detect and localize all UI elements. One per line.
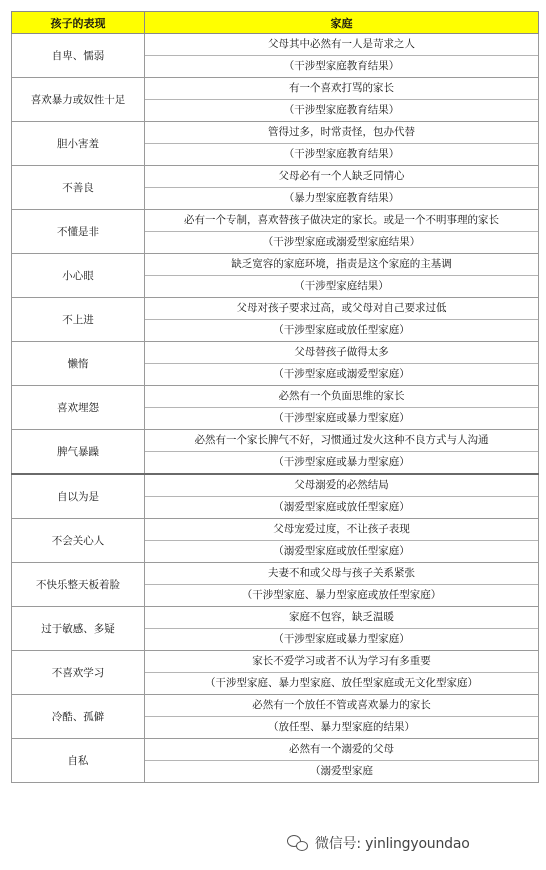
family-description: 家长不爱学习或者不认为学习有多重要: [252, 655, 431, 667]
child-trait-cell: 过于敏感、多疑: [12, 607, 145, 651]
child-trait-cell: 自以为是: [12, 474, 145, 519]
family-cause-cell: [145, 166, 539, 210]
watermark: [287, 830, 539, 856]
family-type-note: （干涉型家庭、暴力型家庭、放任型家庭或无文化型家庭）: [145, 672, 538, 694]
child-trait-cell: 不快乐整天板着脸: [12, 563, 145, 607]
family-type-note: （干涉型家庭或放任型家庭）: [145, 319, 538, 341]
family-cause-cell: [145, 386, 539, 430]
child-trait-cell: 喜欢暴力或奴性十足: [12, 78, 145, 122]
family-description: 必然有一个家长脾气不好，习惯通过发火这种不良方式与人沟通: [194, 434, 489, 446]
table-row: [12, 651, 539, 695]
family-cause-cell: [145, 739, 539, 783]
family-cause-cell: [145, 254, 539, 298]
family-type-note: （干涉型家庭或暴力型家庭）: [145, 628, 538, 650]
table-row: [12, 254, 539, 298]
family-description: 缺乏宽容的家庭环境，指责是这个家庭的主基调: [231, 258, 452, 270]
family-description: 父母对孩子要求过高，或父母对自己要求过低: [236, 302, 447, 314]
traits-family-table: [11, 11, 539, 783]
table-row: [12, 342, 539, 386]
table-row: [12, 739, 539, 783]
family-description: 家庭不包容，缺乏温暖: [289, 611, 394, 623]
table-row: [12, 474, 539, 519]
family-type-note: （溺爱型家庭或放任型家庭）: [145, 540, 538, 562]
family-description: 必有一个专制，喜欢替孩子做决定的家长。或是一个不明事理的家长: [184, 214, 499, 226]
table-body: [12, 34, 539, 783]
family-type-note: （干涉型家庭教育结果）: [145, 99, 538, 121]
table-row: [12, 122, 539, 166]
family-description: 父母宠爱过度，不让孩子表现: [273, 523, 410, 535]
family-description: 必然有一个放任不管或喜欢暴力的家长: [252, 699, 431, 711]
family-type-note: （干涉型家庭、暴力型家庭或放任型家庭）: [145, 584, 538, 606]
child-trait-cell: 自私: [12, 739, 145, 783]
table-row: [12, 430, 539, 475]
family-cause-cell: [145, 430, 539, 475]
family-cause-cell: [145, 519, 539, 563]
family-type-note: （干涉型家庭教育结果）: [145, 55, 538, 77]
family-type-note: （溺爱型家庭或放任型家庭）: [145, 496, 538, 518]
family-type-note: （溺爱型家庭: [145, 760, 538, 782]
child-trait-cell: 不喜欢学习: [12, 651, 145, 695]
family-description: 父母其中必然有一人是苛求之人: [268, 38, 415, 50]
table-row: [12, 519, 539, 563]
child-trait-cell: 不善良: [12, 166, 145, 210]
family-description: 必然有一个溺爱的父母: [289, 743, 394, 755]
family-cause-cell: [145, 78, 539, 122]
family-cause-cell: [145, 34, 539, 78]
family-description: 夫妻不和或父母与孩子关系紧张: [268, 567, 415, 579]
header-family: 家庭: [145, 12, 539, 34]
family-type-note: （干涉型家庭结果）: [145, 275, 538, 297]
table-row: [12, 210, 539, 254]
child-trait-cell: 喜欢埋怨: [12, 386, 145, 430]
family-type-note: （干涉型家庭或溺爱型家庭）: [145, 363, 538, 385]
family-cause-cell: [145, 651, 539, 695]
family-type-note: （暴力型家庭教育结果）: [145, 187, 538, 209]
child-trait-cell: 不懂是非: [12, 210, 145, 254]
table-row: [12, 386, 539, 430]
child-trait-cell: 脾气暴躁: [12, 430, 145, 475]
header-child-behavior: 孩子的表现: [12, 12, 145, 34]
table-row: [12, 78, 539, 122]
family-cause-cell: [145, 342, 539, 386]
table-row: [12, 695, 539, 739]
family-description: 父母必有一个人缺乏同情心: [278, 170, 405, 182]
family-type-note: （干涉型家庭或暴力型家庭）: [145, 451, 538, 473]
family-description: 父母替孩子做得太多: [294, 346, 389, 358]
family-cause-cell: [145, 298, 539, 342]
table-row: [12, 166, 539, 210]
family-type-note: （干涉型家庭或暴力型家庭）: [145, 407, 538, 429]
table-row: [12, 563, 539, 607]
family-type-note: （放任型、暴力型家庭的结果）: [145, 716, 538, 738]
family-cause-cell: [145, 474, 539, 519]
table-row: [12, 34, 539, 78]
family-type-note: （干涉型家庭或溺爱型家庭结果）: [145, 231, 538, 253]
child-trait-cell: 不上进: [12, 298, 145, 342]
child-trait-cell: 冷酷、孤僻: [12, 695, 145, 739]
child-trait-cell: 不会关心人: [12, 519, 145, 563]
wechat-icon: [287, 834, 309, 852]
family-cause-cell: [145, 563, 539, 607]
family-description: 父母溺爱的必然结局: [294, 479, 389, 491]
child-trait-cell: 胆小害羞: [12, 122, 145, 166]
family-description: 必然有一个负面思维的家长: [278, 390, 405, 402]
table-header-row: [12, 12, 539, 34]
comparison-table-sheet: [11, 11, 538, 866]
table-row: [12, 607, 539, 651]
child-trait-cell: 自卑、懦弱: [12, 34, 145, 78]
family-cause-cell: [145, 695, 539, 739]
family-cause-cell: [145, 607, 539, 651]
family-cause-cell: [145, 122, 539, 166]
family-cause-cell: [145, 210, 539, 254]
watermark-text: 微信号: yinlingyoundao: [315, 836, 470, 852]
table-row: [12, 298, 539, 342]
family-type-note: （干涉型家庭教育结果）: [145, 143, 538, 165]
family-description: 有一个喜欢打骂的家长: [289, 82, 394, 94]
child-trait-cell: 小心眼: [12, 254, 145, 298]
family-description: 管得过多，时常责怪，包办代替: [268, 126, 415, 138]
child-trait-cell: 懒惰: [12, 342, 145, 386]
